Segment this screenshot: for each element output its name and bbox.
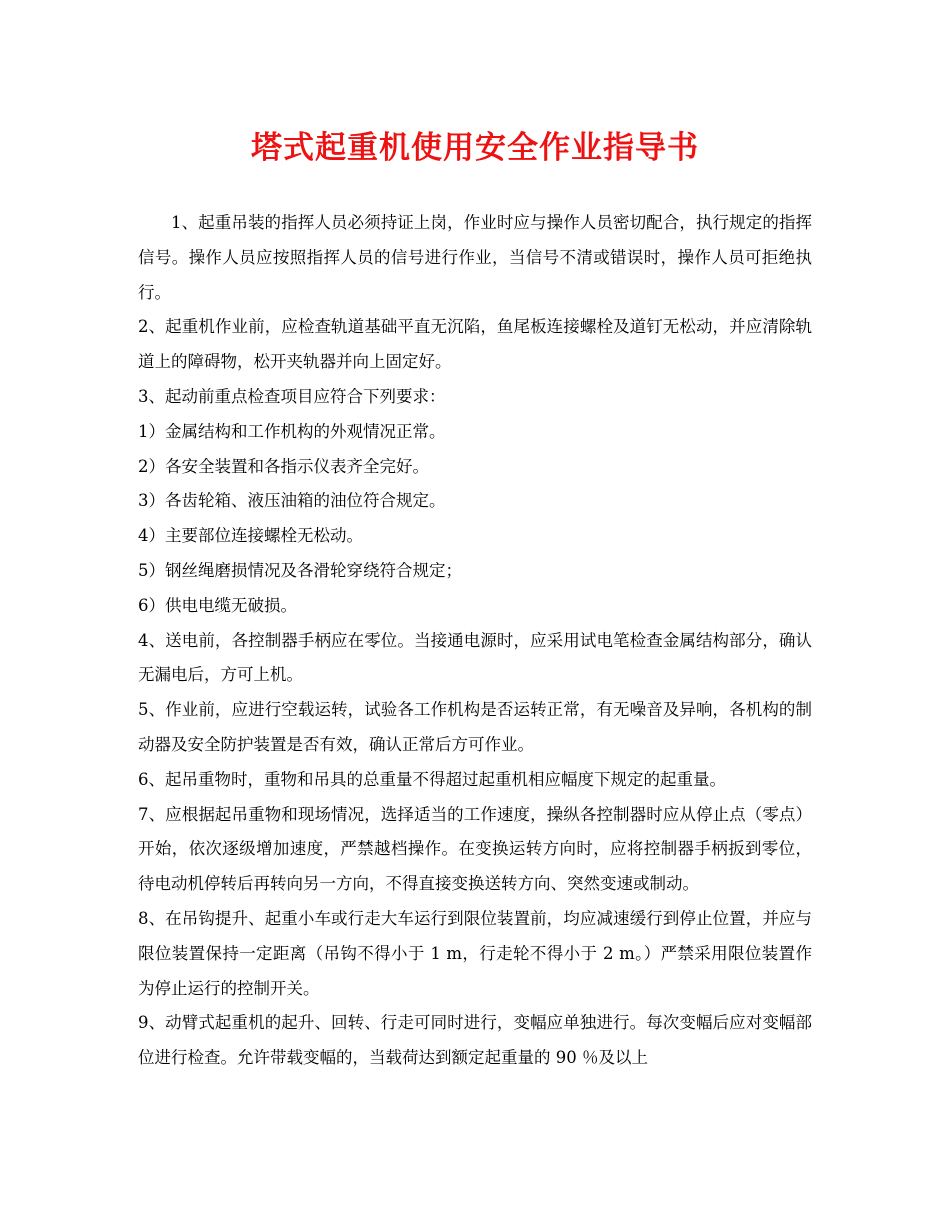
list-item-4: 4）主要部位连接螺栓无松动。 xyxy=(138,526,363,546)
document-body xyxy=(138,206,812,1076)
paragraph-3: 3、起动前重点检查项目应符合下列要求： xyxy=(138,386,446,406)
list-item-2: 2）各安全装置和各指示仪表齐全完好。 xyxy=(138,456,429,476)
list-item-3: 3）各齿轮箱、液压油箱的油位符合规定。 xyxy=(138,491,446,511)
list-item-1: 1）金属结构和工作机构的外观情况正常。 xyxy=(138,421,446,441)
paragraph-7: 7、应根据起吊重物和现场情况，选择适当的工作速度，操纵各控制器时应从停止点（零点）开始，依次逐级增加速度，严禁越档操作。在变换运转方向时，应将控制器手柄扳到零位，待电动机停转后再转向另一方向，不得直接变换送转方向、突然变速或制动。 xyxy=(138,804,812,894)
paragraph-4: 4、送电前，各控制器手柄应在零位。当接通电源时，应采用试电笔检查金属结构部分，确认无漏电后，方可上机。 xyxy=(138,630,812,685)
list-item-5: 5）钢丝绳磨损情况及各滑轮穿绕符合规定； xyxy=(138,560,462,580)
paragraph-2: 2、起重机作业前，应检查轨道基础平直无沉陷，鱼尾板连接螺栓及道钉无松动，并应清除轨道上的障碍物，松开夹轨器并向上固定好。 xyxy=(138,317,812,372)
paragraph-9: 9、动臂式起重机的起升、回转、行走可同时进行，变幅应单独进行。每次变幅后应对变幅部位进行检查。允许带载变幅的，当载荷达到额定起重量的 90 ％及以上 xyxy=(138,1013,812,1068)
paragraph-8: 8、在吊钩提升、起重小车或行走大车运行到限位装置前，均应减速缓行到停止位置，并应与限位装置保持一定距离（吊钩不得小于 1 m，行走轮不得小于 2 m。）严禁采用限位装置作为停止运行的控制开关。 xyxy=(138,908,812,998)
page-title: 塔式起重机使用安全作业指导书 xyxy=(251,130,699,166)
paragraph-6: 6、起吊重物时，重物和吊具的总重量不得超过起重机相应幅度下规定的起重量。 xyxy=(138,769,726,789)
list-item-6: 6）供电电缆无破损。 xyxy=(138,595,297,615)
paragraph-5: 5、作业前，应进行空载运转，试验各工作机构是否运转正常，有无噪音及异响，各机构的制动器及安全防护装置是否有效，确认正常后方可作业。 xyxy=(138,700,812,754)
paragraph-1: 1、起重吊装的指挥人员必须持证上岗，作业时应与操作人员密切配合，执行规定的指挥信号。操作人员应按照指挥人员的信号进行作业，当信号不清或错误时，操作人员可拒绝执行。 xyxy=(138,213,812,302)
